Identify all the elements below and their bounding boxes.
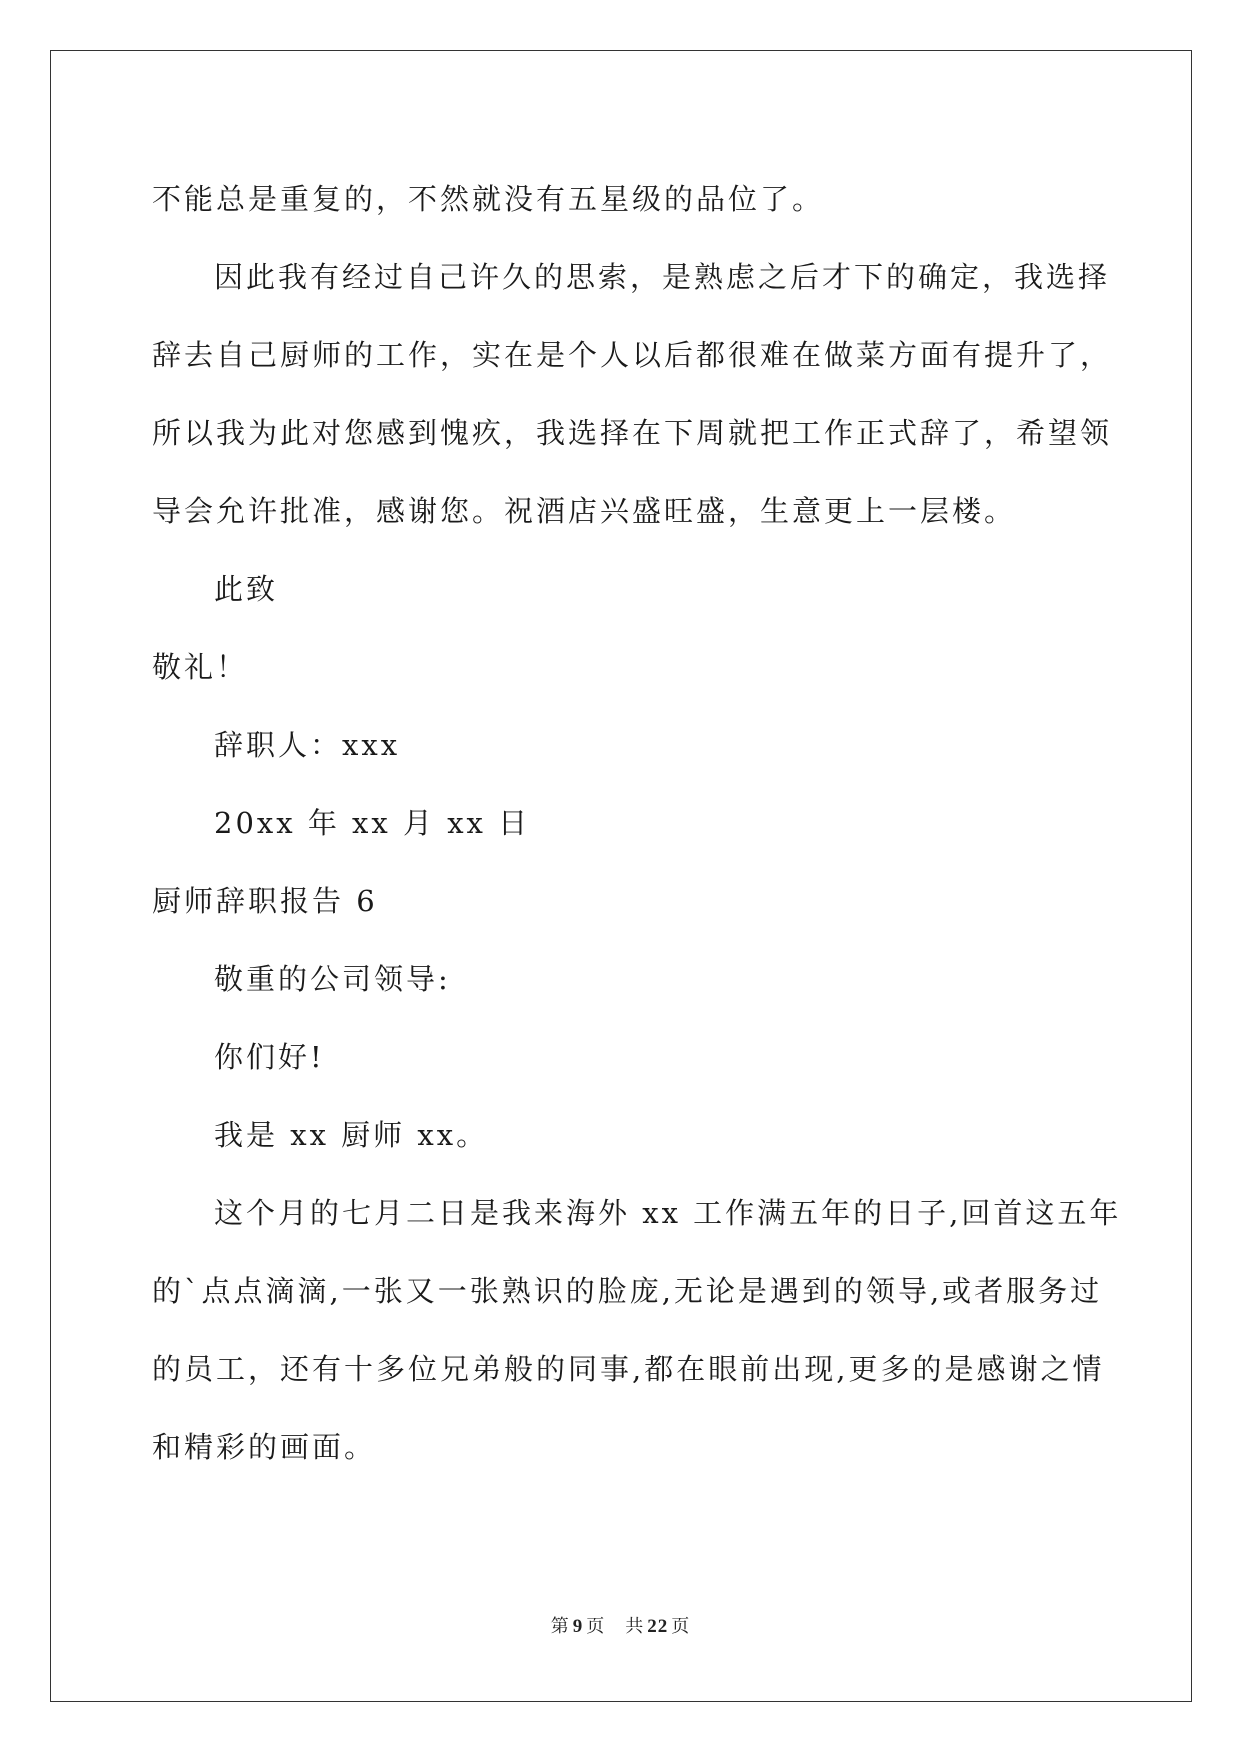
document-body	[152, 160, 1122, 1486]
paragraph-line: 导会允许批准，感谢您。祝酒店兴盛旺盛，生意更上一层楼。	[152, 494, 1017, 528]
signature-name: 辞职人：xxx	[214, 728, 401, 762]
section-heading: 厨师辞职报告 6	[152, 884, 378, 918]
greeting-addressee: 敬重的公司领导:	[214, 962, 451, 996]
total-suffix: 页	[671, 1616, 691, 1637]
paragraph-line: 不能总是重复的，不然就没有五星级的品位了。	[152, 182, 825, 216]
paragraph-line: 这个月的七月二日是我来海外 xx 工作满五年的日子,回首这五年	[214, 1196, 1122, 1230]
paragraph-line: 因此我有经过自己许久的思索，是熟虑之后才下的确定，我选择	[214, 260, 1111, 294]
paragraph-line: 辞去自己厨师的工作，实在是个人以后都很难在做菜方面有提升了，	[152, 338, 1113, 372]
closing-respect: 敬礼！	[152, 650, 249, 684]
page-suffix: 页	[586, 1616, 606, 1637]
self-introduction: 我是 xx 厨师 xx。	[214, 1118, 489, 1152]
greeting-hello: 你们好!	[214, 1040, 325, 1074]
paragraph-line: 所以我为此对您感到愧疚，我选择在下周就把工作正式辞了，希望领	[152, 416, 1113, 450]
page-prefix: 第	[550, 1616, 570, 1637]
closing-salutation: 此致	[214, 572, 279, 606]
total-pages: 22	[647, 1616, 669, 1637]
page-footer	[0, 1612, 1241, 1638]
paragraph-line: 的`点点滴滴,一张又一张熟识的脸庞,无论是遇到的领导,或者服务过	[152, 1274, 1103, 1308]
signature-date: 20xx 年 xx 月 xx 日	[214, 806, 531, 840]
paragraph-line: 和精彩的画面。	[152, 1430, 377, 1464]
page-number: 9	[572, 1616, 584, 1637]
total-prefix: 共	[625, 1616, 645, 1637]
paragraph-line: 的员工，还有十多位兄弟般的同事,都在眼前出现,更多的是感谢之情	[152, 1352, 1105, 1386]
